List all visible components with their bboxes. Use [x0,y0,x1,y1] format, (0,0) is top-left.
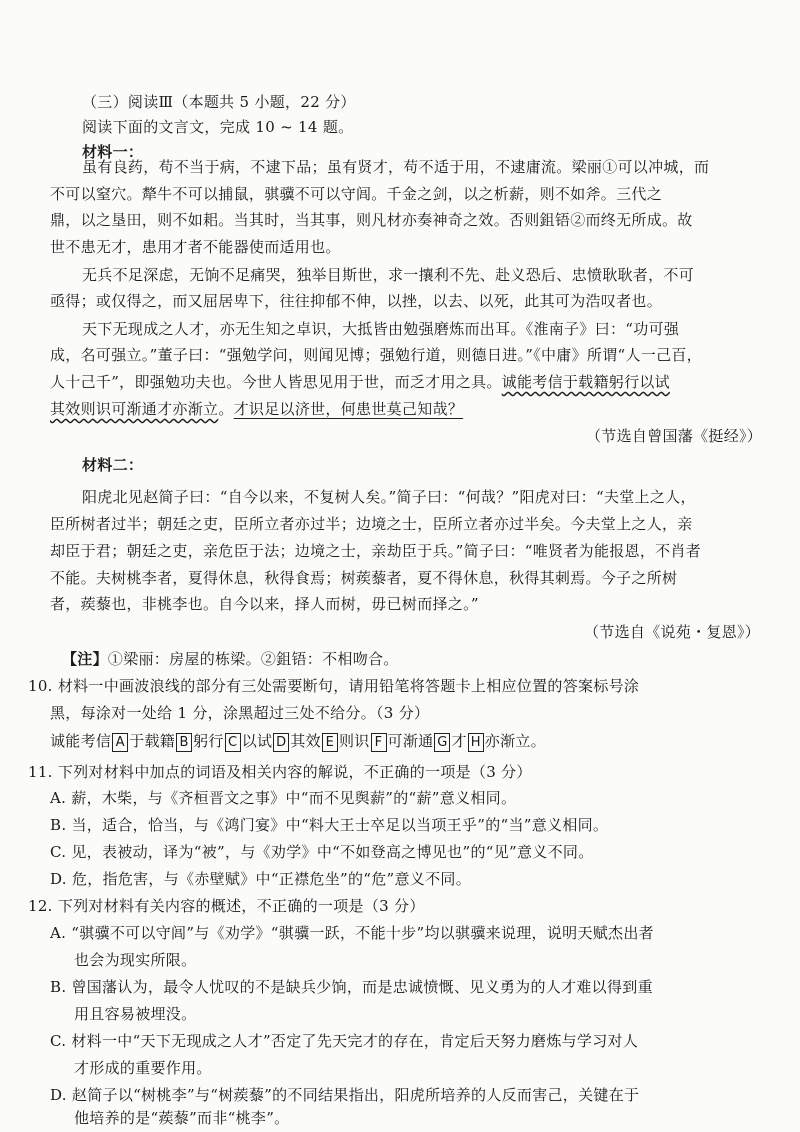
q10-answer-box-f[interactable]: F [371,733,387,752]
material1-line: 成，名可强立。”董子曰：“强勉学问，则闻见博；强勉行道，则德日进。”《中庸》所谓“人一己百， [50,346,702,364]
material1-line-with-underlines [50,399,463,419]
material1-line: 虽有良药，苟不当于病，不逮下品；虽有贤才，苟不适于用，不逮庸流。梁丽①可以冲城，而 [82,158,710,176]
q10-answer-box-g[interactable]: G [434,733,450,752]
q10-answer-box-e[interactable]: E [322,733,338,752]
q12-option-b-cont: 用且容易被埋没。 [74,1005,197,1023]
material1-line: 世不患无才，患用才者不能器使而适用也。 [50,238,341,256]
q12-option-a-cont: 也会为现实所限。 [74,951,197,969]
annotation-note [62,649,399,669]
q10-segment: 才 [451,732,467,750]
wavy-underlined-text: 诚能考信于载籍躬行以试 [501,373,670,391]
note-label: 【注】 [62,650,108,668]
q10-punctuation-line [50,731,546,752]
q10-answer-box-c[interactable]: C [225,733,241,752]
q10-segment: 其效 [290,732,321,750]
q12-option-b[interactable]: B. 曾国藩认为，最令人忧叹的不是缺兵少饷，而是忠诚愤慨、见义勇为的人才难以得到重 [50,978,653,996]
q12-option-a[interactable]: A. “骐骥不可以守闾”与《劝学》“骐骥一跃，不能十步”均以骐骥来说理，说明天赋杰出者 [50,924,654,942]
q10-segment: 亦渐立。 [484,732,546,750]
material1-line-with-wavy [50,372,670,392]
material2-line: 阳虎北见赵简子曰：“自今以来，不复树人矣。”简子曰：“何哉？”阳虎对曰：“夫堂上之人， [82,488,696,506]
q12-option-c[interactable]: C. 材料一中“天下无现成之人才”否定了先天完才的存在，肯定后天努力磨炼与学习对人 [50,1032,639,1050]
material1-line: 天下无现成之人才，亦无生知之卓识，大抵皆由勉强磨炼而出耳。《淮南子》曰：“功可强 [82,320,680,338]
section-heading: （三）阅读Ⅲ（本题共 5 小题，22 分） [82,93,356,111]
q10-segment: 于载籍 [129,732,176,750]
q12-option-c-cont: 才形成的重要作用。 [74,1059,212,1077]
material1-line: 不可以窒穴。犛牛不可以捕鼠，骐骥不可以守闾。千金之剑，以之析薪，则不如斧。三代之 [50,185,663,203]
q12-option-d-cont: 他培养的是“蒺藜”而非“桃李”。 [74,1109,290,1127]
q11-option-a[interactable]: A. 薪，木柴，与《齐桓晋文之事》中“而不见舆薪”的“薪”意义相同。 [50,789,517,807]
material1-line: 人十己千”，即强勉功夫也。今世人皆思见用于世，而乏才用之具。 [50,373,502,391]
q10-segment: 以试 [241,732,273,750]
material2-line: 不能。夫树桃李者，夏得休息，秋得食焉；树蒺藜者，夏不得休息，秋得其刺焉。今子之所树 [50,569,678,587]
q12-stem: 12. 下列对材料有关内容的概述，不正确的一项是（3 分） [28,897,425,915]
note-text: ①梁丽：房屋的栋梁。②鉏铻：不相吻合。 [107,650,399,668]
material2-line: 却臣于君；朝廷之吏，亲危臣于法；边境之士，亲劫臣于兵。”简子曰：“唯贤者为能报恩，不肖者 [50,542,702,560]
q10-segment: 躬行 [193,732,224,750]
wavy-underlined-text: 其效则识可渐通才亦渐立 [50,400,219,418]
punctuation: 。 [218,400,234,418]
material2-label: 材料二： [82,456,144,474]
q10-stem: 10. 材料一中画波浪线的部分有三处需要断句，请用铅笔将答题卡上相应位置的答案标号涂 [28,677,640,695]
q12-option-d[interactable]: D. 赵简子以“树桃李”与“树蒺藜”的不同结果指出，阳虎所培养的人反而害己，关键在于 [50,1086,640,1104]
q11-option-b[interactable]: B. 当，适合，恰当，与《鸿门宴》中“料大王士卒足以当项王乎”的“当”意义相同。 [50,816,609,834]
material1-line: 亟得；或仅得之，而又屈居卑下，往往抑郁不伸，以挫，以去、以死，此其可为浩叹者也。 [50,292,663,310]
q10-segment: 则识 [338,732,370,750]
material1-source: （节选自曾国藩《挺经》） [586,427,763,445]
q10-segment: 可渐通 [387,732,434,750]
q10-answer-box-a[interactable]: A [112,733,128,752]
material2-source: （节选自《说苑・复恩》） [584,623,761,641]
q11-stem: 11. 下列对材料中加点的词语及相关内容的解说，不正确的一项是（3 分） [28,763,532,781]
material1-line: 无兵不足深虑，无饷不足痛哭，独举目斯世，求一攘利不先、赴义恐后、忠愤耿耿者，不可 [82,266,695,284]
material1-label: 材料一： [82,143,144,161]
q10-answer-box-h[interactable]: H [468,733,484,752]
q11-option-c[interactable]: C. 见，表被动，译为“被”，与《劝学》中“不如登高之博见也”的“见”意义不同。 [50,843,594,861]
q10-segment: 诚能考信 [50,732,112,750]
material1-line: 鼎，以之垦田，则不如耜。当其时，当其事，则凡材亦奏神奇之效。否则鉏铻②而终无所成。故 [50,211,693,229]
q11-option-d[interactable]: D. 危，指危害，与《赤壁赋》中“正襟危坐”的“危”意义不同。 [50,870,472,888]
material2-line: 者，蒺藜也，非桃李也。自今以来，择人而树，毋已树而择之。” [50,595,479,613]
q10-answer-box-d[interactable]: D [273,733,289,752]
q10-stem: 黑，每涂对一处给 1 分，涂黑超过三处不给分。（3 分） [50,704,430,722]
material2-line: 臣所树者过半；朝廷之吏，臣所立者亦过半；边境之士，臣所立者亦过半矣。今夫堂上之人，亲 [50,515,693,533]
q10-answer-box-b[interactable]: B [176,733,192,752]
straight-underlined-text: 才识足以济世，何患世莫己知哉？ [233,400,464,418]
section-instruction: 阅读下面的文言文，完成 10 ~ 14 题。 [82,118,354,136]
